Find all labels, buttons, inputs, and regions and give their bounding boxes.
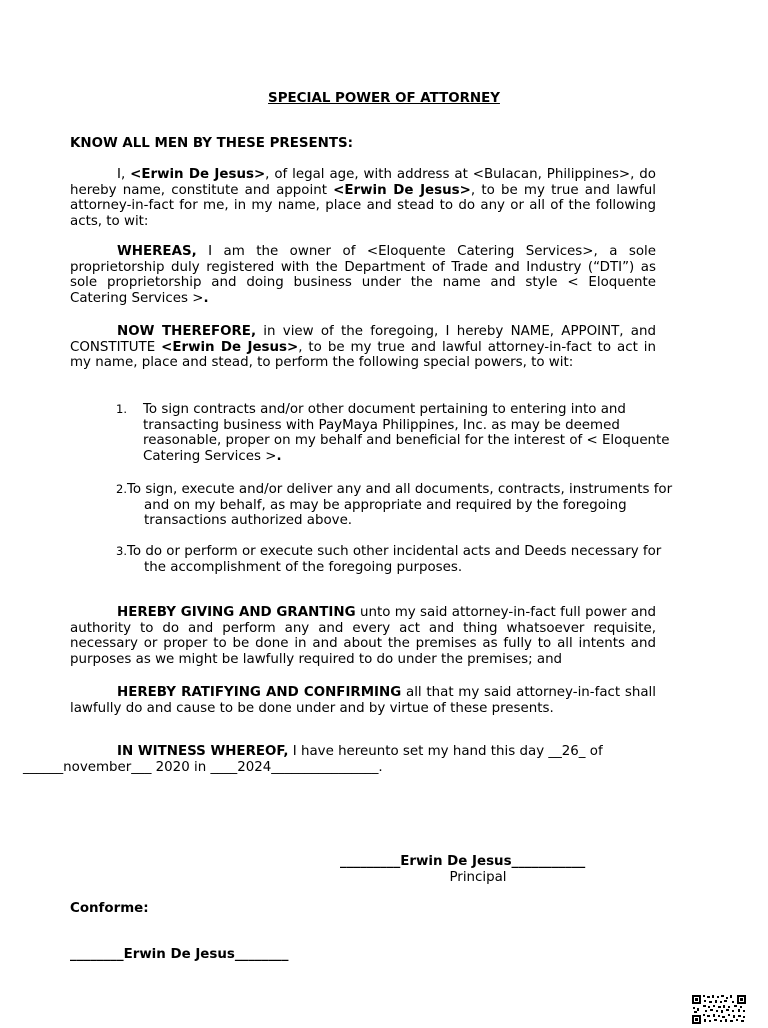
power-item-1-end: .	[276, 448, 282, 464]
ratifying-lead: HEREBY RATIFYING AND CONFIRMING	[117, 685, 402, 700]
whereas-paragraph	[70, 244, 656, 306]
giving-granting-body: unto my said attorney-in-fact full power and authority to do and perform any and every act and thing whatsoever requisite, necessary or proper to be done in and about the premises as fully to all intents and purposes as we might be lawfully required to do under the premises; and	[70, 605, 657, 667]
now-therefore-lead: NOW THEREFORE,	[117, 324, 257, 339]
appointment-text-a: I,	[117, 167, 131, 182]
ratifying-paragraph	[70, 685, 656, 716]
conforme-label: Conforme:	[70, 901, 149, 916]
power-item-3-number: 3.	[116, 544, 127, 558]
giving-granting-lead: HEREBY GIVING AND GRANTING	[117, 605, 356, 620]
witness-line-1: I have hereunto set my hand this day __26_ of	[288, 744, 603, 759]
attorney-name-3: <Erwin De Jesus>	[161, 339, 299, 355]
power-item-1-number: 1.	[116, 402, 127, 416]
power-item-2-number: 2.	[116, 482, 127, 496]
document-title: SPECIAL POWER OF ATTORNEY	[268, 91, 500, 106]
power-item-1-text: To sign contracts and/or other document pertaining to entering into and transacting business with PayMaya Philippines, Inc. as may be deemed reasonable, proper on my behalf and beneficial for the interest of < Eloquente Catering Services >	[143, 402, 670, 464]
whereas-end: .	[203, 290, 209, 306]
appointment-text-b: , of legal age, with address at <Bulacan, Philippines>, do hereby name, constitute and appoint	[70, 167, 656, 198]
witness-lead: IN WITNESS WHEREOF,	[117, 744, 289, 759]
know-all-heading: KNOW ALL MEN BY THESE PRESENTS:	[70, 136, 354, 151]
giving-granting-paragraph	[70, 605, 656, 667]
witness-line-2: ______november___ 2020 in ____2024________________.	[23, 759, 383, 775]
power-item-1	[116, 402, 683, 464]
witness-paragraph	[23, 744, 656, 775]
power-item-3-text: To do or perform or execute such other incidental acts and Deeds necessary for the accomplishment of the foregoing purposes.	[126, 544, 662, 575]
power-item-2	[116, 482, 684, 529]
whereas-lead: WHEREAS,	[117, 244, 197, 259]
now-therefore-text-a: in view of the foregoing, I hereby NAME, APPOINT, and CONSTITUTE	[70, 324, 656, 355]
appointment-text-c: , to be my true and lawful attorney-in-fact for me, in my name, place and stead to do any or all of the following acts, to wit:	[70, 182, 657, 229]
principal-signature: _________Erwin De Jesus___________	[340, 854, 586, 869]
now-therefore-text-b: , to be my true and lawful attorney-in-fact to act in my name, place and stead, to perform the following special powers, to wit:	[70, 339, 656, 371]
conforme-signature: ________Erwin De Jesus________	[70, 947, 289, 962]
principal-caption: Principal	[449, 870, 507, 885]
attorney-name-1: <Erwin De Jesus>	[130, 167, 266, 182]
appointment-paragraph	[70, 167, 656, 229]
now-therefore-paragraph	[70, 324, 656, 371]
power-item-3	[116, 544, 684, 575]
qr-code-image	[692, 995, 746, 1024]
attorney-name-2: <Erwin De Jesus>	[333, 182, 471, 198]
whereas-body: I am the owner of <Eloquente Catering Services>, a sole proprietorship duly registered with the Department of Trade and Industry (“DTI”) as sole proprietorship and doing business under the name and style < Eloquente Catering Services >	[70, 244, 656, 306]
ratifying-body: all that my said attorney-in-fact shall lawfully do and cause to be done under and by virtue of these presents.	[70, 685, 656, 716]
power-item-2-text: To sign, execute and/or deliver any and all documents, contracts, instruments for and on my behalf, as may be appropriate and required by the foregoing transactions authorized above.	[126, 482, 673, 529]
